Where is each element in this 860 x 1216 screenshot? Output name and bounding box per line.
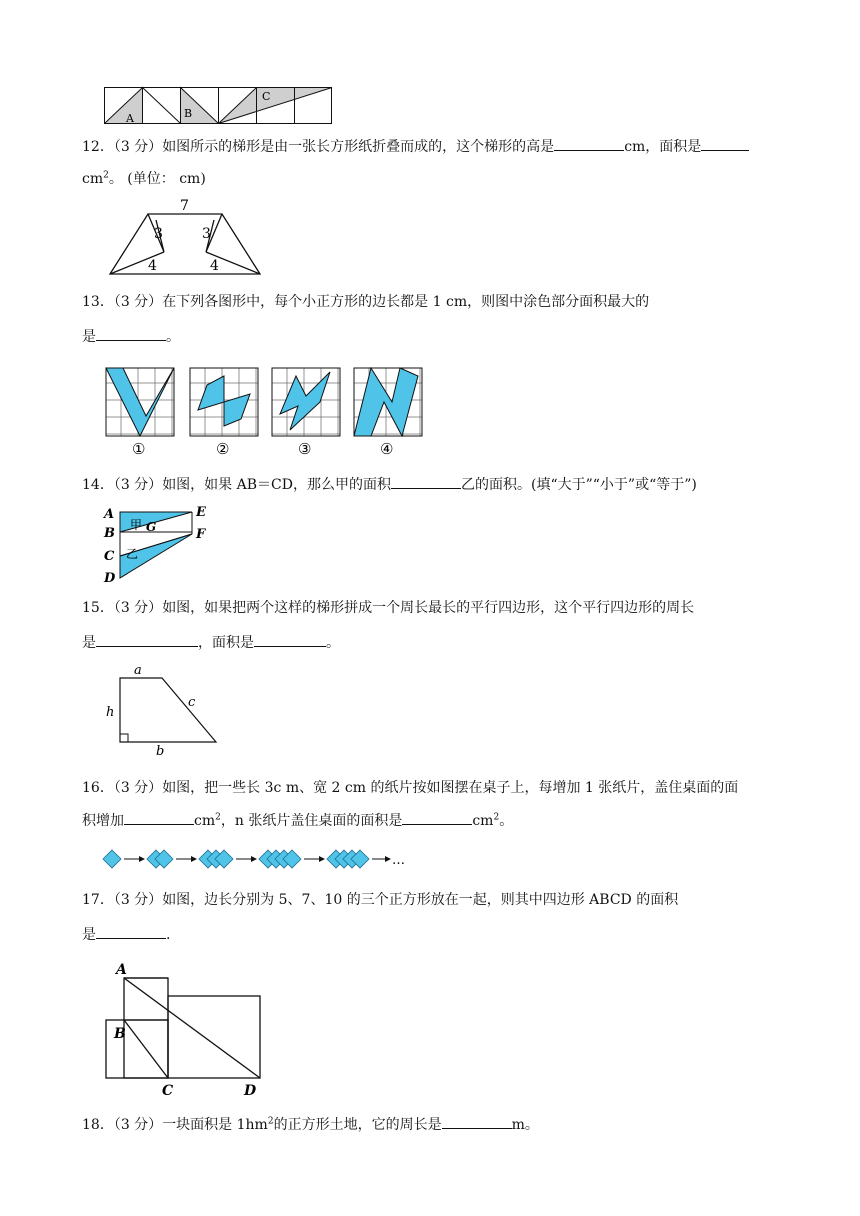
question-16: 16．（3 分）如图，把一些长 3c m、宽 2 cm 的纸片按如图摆在桌子上，每增加 1 张纸片，盖住桌面的面 积增加 $cm^2$，n 张纸片盖住桌面的面积是 $cm^2$。: [82, 780, 739, 829]
q12-label-left-fold: 3: [154, 226, 163, 242]
svg-text:a: a: [134, 663, 142, 678]
q13-label-2: ②: [216, 440, 230, 458]
question-17: 17．（3 分）如图，边长分别为 5、7、10 的三个正方形放在一起，则其中四边形 ABCD 的面积 是 .: [82, 892, 679, 943]
q16-answer-blank-increase[interactable]: [124, 810, 194, 825]
svg-text:B: B: [104, 526, 115, 541]
q12-label-top: 7: [180, 198, 189, 214]
q11-label-b: B: [184, 107, 193, 120]
q14-figure: [100, 504, 216, 588]
q12-label-right-bottom: 4: [210, 258, 219, 274]
q12-score: （3 分）: [113, 139, 163, 155]
svg-text:F: F: [196, 527, 206, 542]
q12-answer-blank-area[interactable]: [701, 136, 749, 151]
q15-answer-blank-perimeter[interactable]: [96, 632, 198, 647]
q16-ellipsis: …: [392, 853, 405, 868]
q14-label-yi: 乙: [126, 547, 139, 561]
q13-label-3: ③: [298, 440, 312, 458]
svg-text:B: B: [114, 1026, 126, 1042]
svg-text:h: h: [106, 705, 115, 720]
svg-text:E: E: [196, 505, 206, 520]
q12-answer-blank-height[interactable]: [554, 136, 624, 151]
q13-figures: [104, 366, 424, 458]
q11-label-a: A: [126, 112, 134, 125]
q17-squares-figure: [104, 958, 274, 1098]
question-15: 15．（3 分）如图，如果把两个这样的梯形拼成一个周长最长的平行四边形，这个平行四边形的周长 是 ，面积是 。: [82, 600, 695, 651]
svg-text:D: D: [104, 571, 116, 586]
q12-number: 12．: [82, 139, 114, 155]
q13-figure-1: [106, 368, 174, 436]
q13-figure-4: [354, 368, 422, 436]
svg-text:b: b: [156, 744, 165, 756]
q12-trapezoid-figure: [108, 198, 264, 278]
q13-answer-blank[interactable]: [96, 326, 166, 341]
q12-label-right-fold: 3: [202, 226, 211, 242]
q13-figure-3: [272, 368, 340, 436]
svg-text:C: C: [162, 1083, 174, 1098]
question-14: 14．（3 分）如图，如果 AB＝CD，那么甲的面积 乙的面积。(填“大于”“小于”或“等于”): [82, 474, 814, 495]
svg-text:D: D: [244, 1083, 257, 1098]
q16-sequence-figure: [100, 846, 410, 872]
q17-answer-blank[interactable]: [96, 924, 166, 939]
q12-text: 如图所示的梯形是由一张长方形纸折叠而成的，这个梯形的高是: [162, 139, 555, 155]
question-13: 13．（3 分）在下列各图形中，每个小正方形的边长都是 1 cm，则图中涂色部分面积最大的 是 。: [82, 294, 650, 345]
q14-label-jia: 甲: [130, 518, 143, 532]
svg-text:G: G: [146, 520, 157, 534]
svg-text:A: A: [104, 507, 115, 522]
q12-label-left-bottom: 4: [148, 258, 157, 274]
q11-label-c: C: [262, 90, 271, 103]
q14-answer-blank[interactable]: [391, 474, 461, 489]
q15-answer-blank-area[interactable]: [254, 632, 326, 647]
question-12: 12．（3 分）如图所示的梯形是由一张长方形纸折叠而成的，这个梯形的高是 cm，面积是 $cm^2$。 (单位： cm): [82, 136, 814, 189]
q13-figure-2: [190, 368, 258, 436]
q18-answer-blank[interactable]: [442, 1114, 512, 1129]
q11-figure: [104, 86, 334, 126]
q15-trapezoid-figure: [100, 662, 224, 756]
svg-text:A: A: [116, 962, 127, 978]
q13-label-4: ④: [380, 440, 394, 458]
question-18: 18．（3 分）一块面积是 $1hm^2$的正方形土地，它的周长是 m。: [82, 1114, 814, 1135]
q16-answer-blank-total[interactable]: [402, 810, 472, 825]
svg-text:c: c: [188, 695, 196, 710]
q13-label-1: ①: [132, 440, 146, 458]
svg-text:C: C: [104, 549, 115, 564]
